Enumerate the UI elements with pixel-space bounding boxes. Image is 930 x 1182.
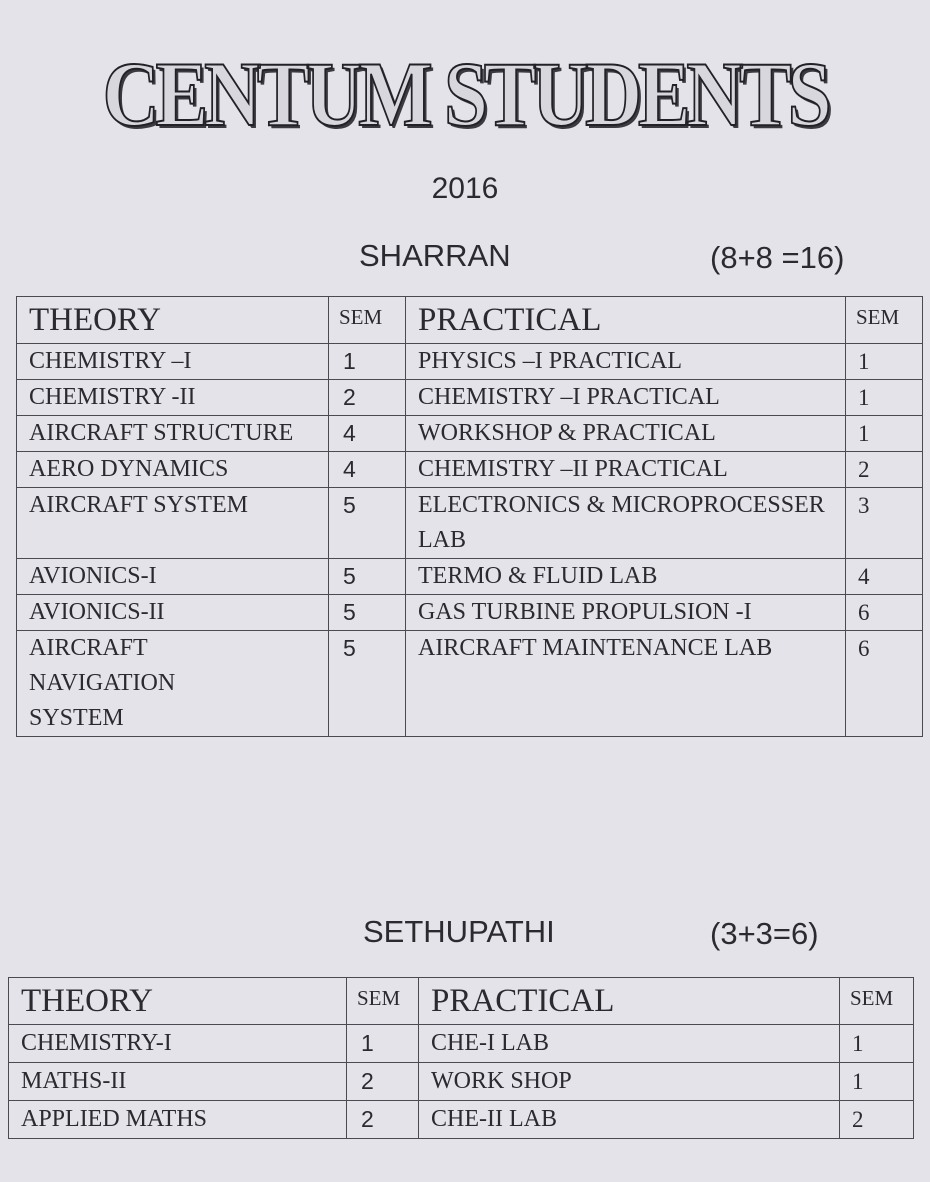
theory-subject: AVIONICS-I	[17, 559, 329, 595]
practical-sem: 1	[846, 344, 923, 380]
table-row	[17, 344, 923, 380]
theory-subject: AIRCRAFT SYSTEM	[17, 488, 329, 559]
practical-subject: AIRCRAFT MAINTENANCE LAB	[406, 631, 846, 737]
theory-sem: 5	[329, 595, 406, 631]
theory-sem: 4	[329, 452, 406, 488]
student-name-sethupathi: SETHUPATHI	[363, 914, 555, 949]
practical-sem: 2	[846, 452, 923, 488]
theory-subject: AERO DYNAMICS	[17, 452, 329, 488]
practical-header: PRACTICAL	[406, 297, 846, 344]
theory-subject: CHEMISTRY -II	[17, 380, 329, 416]
table-row	[17, 416, 923, 452]
practical-subject: PHYSICS –I PRACTICAL	[406, 344, 846, 380]
practical-sem: 6	[846, 631, 923, 737]
student-total-sethupathi: (3+3=6)	[710, 916, 819, 951]
theory-sem: 5	[329, 631, 406, 737]
theory-sem: 2	[329, 380, 406, 416]
practical-sem: 3	[846, 488, 923, 559]
page-title: CENTUM STUDENTS	[102, 43, 828, 145]
theory-header: THEORY	[17, 297, 329, 344]
practical-subject: CHEMISTRY –II PRACTICAL	[406, 452, 846, 488]
theory-sem: 5	[329, 559, 406, 595]
practical-sem: 1	[846, 380, 923, 416]
practical-sem: 1	[840, 1063, 914, 1101]
practical-subject: WORKSHOP & PRACTICAL	[406, 416, 846, 452]
theory-sem: 5	[329, 488, 406, 559]
practical-sem-header: SEM	[840, 978, 914, 1025]
student-name-sharran: SHARRAN	[359, 238, 511, 273]
theory-subject: APPLIED MATHS	[9, 1101, 347, 1139]
practical-subject: WORK SHOP	[419, 1063, 840, 1101]
results-table-sharran	[16, 296, 923, 737]
theory-subject: CHEMISTRY-I	[9, 1025, 347, 1063]
practical-subject: CHEMISTRY –I PRACTICAL	[406, 380, 846, 416]
practical-sem: 1	[840, 1025, 914, 1063]
theory-header: THEORY	[9, 978, 347, 1025]
theory-subject: AIRCRAFT NAVIGATION SYSTEM	[17, 631, 329, 737]
table-row	[17, 559, 923, 595]
practical-sem: 1	[846, 416, 923, 452]
table-row	[17, 488, 923, 559]
theory-subject: AIRCRAFT STRUCTURE	[17, 416, 329, 452]
table-row	[9, 1063, 914, 1101]
table-row	[17, 595, 923, 631]
practical-header: PRACTICAL	[419, 978, 840, 1025]
table-row	[9, 1025, 914, 1063]
theory-sem: 1	[347, 1025, 419, 1063]
sem-header: SEM	[347, 978, 419, 1025]
practical-sem: 4	[846, 559, 923, 595]
practical-sem-header: SEM	[846, 297, 923, 344]
theory-sem: 4	[329, 416, 406, 452]
theory-sem: 1	[329, 344, 406, 380]
table-row	[17, 452, 923, 488]
table-row	[9, 1101, 914, 1139]
table-row	[17, 380, 923, 416]
table-header-row	[9, 978, 914, 1025]
table-row	[17, 631, 923, 737]
student-total-sharran: (8+8 =16)	[710, 240, 845, 275]
theory-sem: 2	[347, 1101, 419, 1139]
table-header-row	[17, 297, 923, 344]
theory-subject: CHEMISTRY –I	[17, 344, 329, 380]
practical-sem: 6	[846, 595, 923, 631]
sem-header: SEM	[329, 297, 406, 344]
practical-subject: CHE-I LAB	[419, 1025, 840, 1063]
results-table-sethupathi	[8, 977, 914, 1139]
practical-subject: ELECTRONICS & MICROPROCESSER LAB	[406, 488, 846, 559]
theory-subject: AVIONICS-II	[17, 595, 329, 631]
theory-subject: MATHS-II	[9, 1063, 347, 1101]
year: 2016	[431, 172, 499, 205]
practical-subject: TERMO & FLUID LAB	[406, 559, 846, 595]
theory-sem: 2	[347, 1063, 419, 1101]
practical-subject: GAS TURBINE PROPULSION -I	[406, 595, 846, 631]
practical-sem: 2	[840, 1101, 914, 1139]
practical-subject: CHE-II LAB	[419, 1101, 840, 1139]
